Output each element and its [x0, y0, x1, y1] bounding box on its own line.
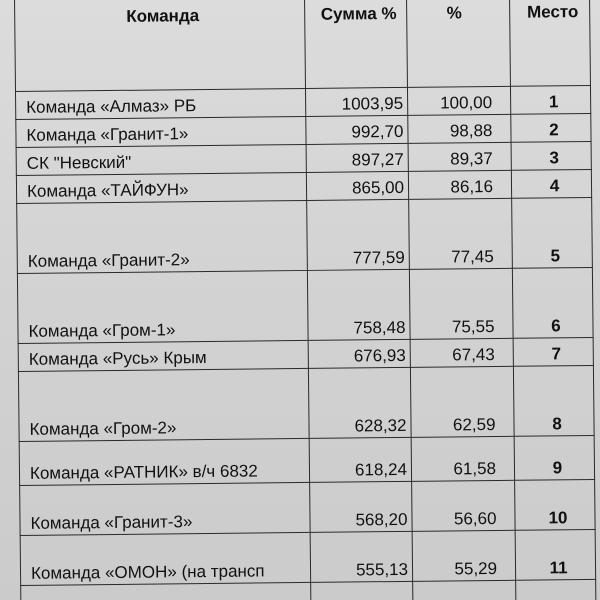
- sum-value: 897,27: [306, 143, 408, 172]
- sum-value: 1003,95: [305, 87, 407, 116]
- place-value: 2: [511, 113, 591, 142]
- pct-value: 75,55: [409, 268, 513, 339]
- team-name: Команда «ТАЙФУН»: [16, 172, 306, 203]
- sum-value: 555,13: [310, 531, 413, 582]
- pct-value: 86,16: [408, 170, 511, 199]
- pct-value: 56,60: [412, 480, 516, 531]
- table-header-row: [15, 0, 591, 91]
- pct-value: 89,37: [408, 142, 511, 171]
- table-row: [17, 197, 593, 273]
- pct-value: 77,45: [409, 198, 513, 269]
- place-value: 4: [511, 169, 591, 198]
- empty-cell: [311, 581, 413, 600]
- place-value: 10: [515, 479, 596, 530]
- sum-value: 618,24: [309, 437, 411, 482]
- pct-value: 100,00: [407, 86, 510, 115]
- pct-value: 61,58: [411, 436, 514, 481]
- header-sum: Сумма %: [304, 0, 407, 88]
- team-name: Команда «Гранит-1»: [16, 116, 306, 147]
- place-value: 9: [514, 435, 594, 480]
- table-row: [17, 267, 593, 343]
- team-name: Команда «Русь» Крым: [18, 340, 308, 371]
- pct-value: 67,43: [410, 338, 513, 367]
- place-value: 6: [512, 267, 593, 338]
- table-row: [20, 479, 595, 535]
- team-name: СК "Невский": [16, 144, 306, 175]
- header-team: Команда: [15, 0, 306, 91]
- table-row: [20, 529, 595, 585]
- empty-cell: [413, 580, 516, 600]
- team-name: Команда «Алмаз» РБ: [16, 88, 306, 119]
- place-value: 1: [510, 85, 590, 114]
- place-value: 3: [511, 141, 591, 170]
- sum-value: 758,48: [307, 269, 410, 340]
- sum-value: 628,32: [308, 367, 411, 438]
- team-name: Команда «РАТНИК» в/ч 6832: [19, 438, 309, 485]
- sum-value: 865,00: [306, 171, 408, 200]
- place-value: 7: [513, 337, 593, 366]
- pct-value: 98,88: [408, 114, 511, 143]
- sum-value: 676,93: [308, 339, 410, 368]
- sum-value: 777,59: [307, 199, 410, 270]
- pct-value: 62,59: [410, 366, 514, 437]
- empty-cell: [21, 582, 311, 600]
- pct-value: 55,29: [412, 530, 516, 581]
- header-place: Место: [509, 0, 590, 86]
- place-value: 11: [515, 529, 596, 580]
- results-table: [14, 0, 597, 600]
- place-value: 8: [513, 365, 594, 436]
- team-name: Команда «Гром-2»: [18, 368, 309, 441]
- place-value: 5: [512, 197, 593, 268]
- team-name: Команда «Гранит-3»: [20, 482, 311, 535]
- team-name: Команда «Гранит-2»: [17, 200, 308, 273]
- table-row: [18, 365, 594, 441]
- empty-cell: [516, 579, 596, 600]
- header-pct: %: [406, 0, 510, 87]
- team-name: Команда «Гром-1»: [17, 270, 308, 343]
- sum-value: 568,20: [310, 481, 413, 532]
- sum-value: 992,70: [306, 115, 408, 144]
- table-row: [19, 435, 594, 485]
- team-name: Команда «ОМОН» (на трансп: [20, 532, 311, 585]
